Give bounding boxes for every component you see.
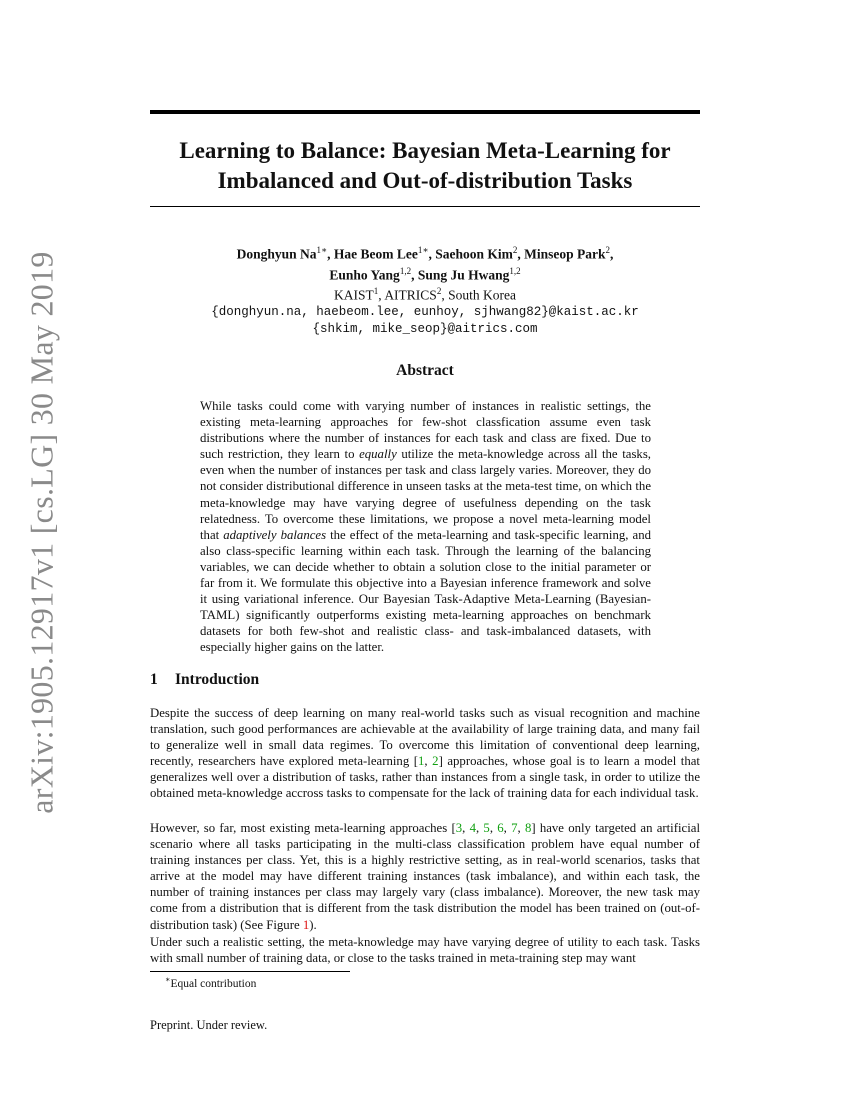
intro-paragraph-1: Despite the success of deep learning on many real-world tasks such as visual recognition and machine translation, such good performances are achievable at the availability of large training data, and many fail to generalize well in small data regimes. To overcome this limitation of conventional deep learning, recently, researchers have explored meta-learning [1, 2] approaches, whose goal is to learn a model that generalizes well over a distribution of tasks, rather than instances from a single task, in order to utilize the obtained meta-knowledge accross tasks to compensate for the lack of training data for each individual task.: [150, 706, 700, 801]
affiliation-mark: 1,2: [509, 265, 521, 276]
affiliation-mark: 2: [605, 245, 611, 255]
arxiv-identifier-text: arXiv:1905.12917v1 [cs.LG] 30 May 2019: [23, 250, 60, 814]
citation-link[interactable]: 6: [497, 821, 504, 835]
emphasis: equally: [359, 447, 397, 462]
author-line-1: Donghyun $Na^{1∗}$, Hae Beom Lee$^{1∗}$, Saehoon Kim$^2$, Minseop Park$^2$,: [236, 245, 614, 262]
abstract-heading: Abstract: [396, 362, 454, 379]
arxiv-identifier-stamp: [18, 250, 66, 814]
citation-link[interactable]: 5: [483, 821, 490, 835]
author-name: Hae Beom Lee: [333, 246, 418, 262]
affiliation-line: KAIST$^1$, AITRICS$^2$, South Korea: [334, 286, 516, 303]
affiliation-name: AITRICS: [384, 287, 437, 303]
title-top-rule: [150, 110, 700, 114]
title-line-1: Learning to Balance: Bayesian Meta-Learning for: [179, 138, 671, 163]
author-name: Saehoon Kim: [435, 246, 513, 262]
preprint-notice: Preprint. Under review.: [150, 1018, 268, 1032]
figure-reference-link[interactable]: 1: [302, 917, 310, 932]
intro-paragraph-3: Under such a realistic setting, the meta-knowledge may have varying degree of utility to each task. Tasks with small number of training data, or close to the tasks trained in meta-training step may want: [150, 935, 700, 966]
author-block: [150, 242, 700, 338]
author-name: Minseop Park: [524, 246, 606, 262]
affiliation-mark: 1,2: [399, 265, 412, 276]
section-number: 1: [150, 671, 158, 688]
affiliation-name: KAIST: [334, 287, 374, 303]
email-line-1: {donghyun.na, haebeom.lee, eunhoy, sjhwang82}@kaist.ac.kr: [211, 304, 639, 319]
intro-paragraph-2: However, so far, most existing meta-learning approaches [3, 4, 5, 6, 7, 8] have only targeted an artificial scenario where all tasks participating in the multi-class classification problem have equal number of training instances per class. Yet, this is a highly restrictive setting, as in real-world scenarios, tasks that arrive at the model may have different training instances (task imbalance), and within each task, the number of training instances per class may largely vary (class imbalance). Moreover, the new task may come from a distribution that is different from the task distribution the model has been trained on (out-of-distribution task) (See Figure 1).: [150, 821, 701, 932]
citation-link[interactable]: 3: [455, 821, 463, 835]
title-line-2: Imbalanced and Out-of-distribution Tasks: [217, 168, 633, 193]
paper-title: [150, 136, 700, 196]
footnote-mark: ∗: [165, 975, 171, 984]
footnote: [165, 975, 256, 990]
abstract-body: While tasks could come with varying number of instances in realistic settings, the existing meta-learning approaches for few-shot classfication assume even task distributions where the number of instances for each task and class are fixed. Due to such restriction, they learn to equally utilize the meta-knowledge across all the tasks, even when the number of instances per task and class largely varies. Moreover, they do not consider distributional difference in unseen tasks at the meta-test time, on which the meta-knowledge may have varying degree of usefulness depending on the task relatedness. To overcome these limitations, we propose a novel meta-learning model that adaptively balances the effect of the meta-learning and task-specific learning, and also class-specific learning within each task. Through the learning of the balancing variables, we can decide whether to obtain a solution close to the initial parameter or far from it. We formulate this objective into a Bayesian inference framework and solve it using variational inference. Our Bayesian Task-Adaptive Meta-Learning (Bayesian-TAML) significantly outperforms existing meta-learning approaches on benchmark datasets for both few-shot and realistic class- and task-imbalanced datasets, with especially higher gains on the latter.: [200, 399, 651, 655]
citation-link[interactable]: 4: [469, 821, 476, 835]
footnote-text: Equal contribution: [170, 977, 257, 990]
author-name: Donghyun Na: [236, 246, 317, 262]
author-name: Sung Ju Hwang: [417, 267, 510, 282]
affiliation-location: South Korea: [448, 287, 516, 303]
section-heading-introduction: [150, 671, 259, 689]
affiliation-mark: 1∗: [316, 245, 328, 255]
citation-link[interactable]: 8: [524, 821, 532, 835]
footnote-rule: [150, 971, 350, 972]
citation-link[interactable]: 2: [432, 754, 439, 769]
citation-link[interactable]: 7: [511, 821, 518, 835]
email-line-2: {shkim, mike_seop}@aitrics.com: [312, 321, 538, 336]
author-name: Eunho Yang: [329, 267, 400, 282]
section-title: Introduction: [175, 671, 260, 688]
author-line-2: Eunho Yang$^{1,2}$, Sung Ju Hwang$^{1,2}$: [329, 265, 521, 282]
affiliation-mark: 2: [512, 245, 518, 255]
affiliation-mark: 1∗: [417, 245, 429, 255]
title-bottom-rule: [150, 206, 700, 207]
emphasis: adaptively balances: [223, 527, 327, 542]
citation-link[interactable]: 1: [418, 754, 425, 769]
